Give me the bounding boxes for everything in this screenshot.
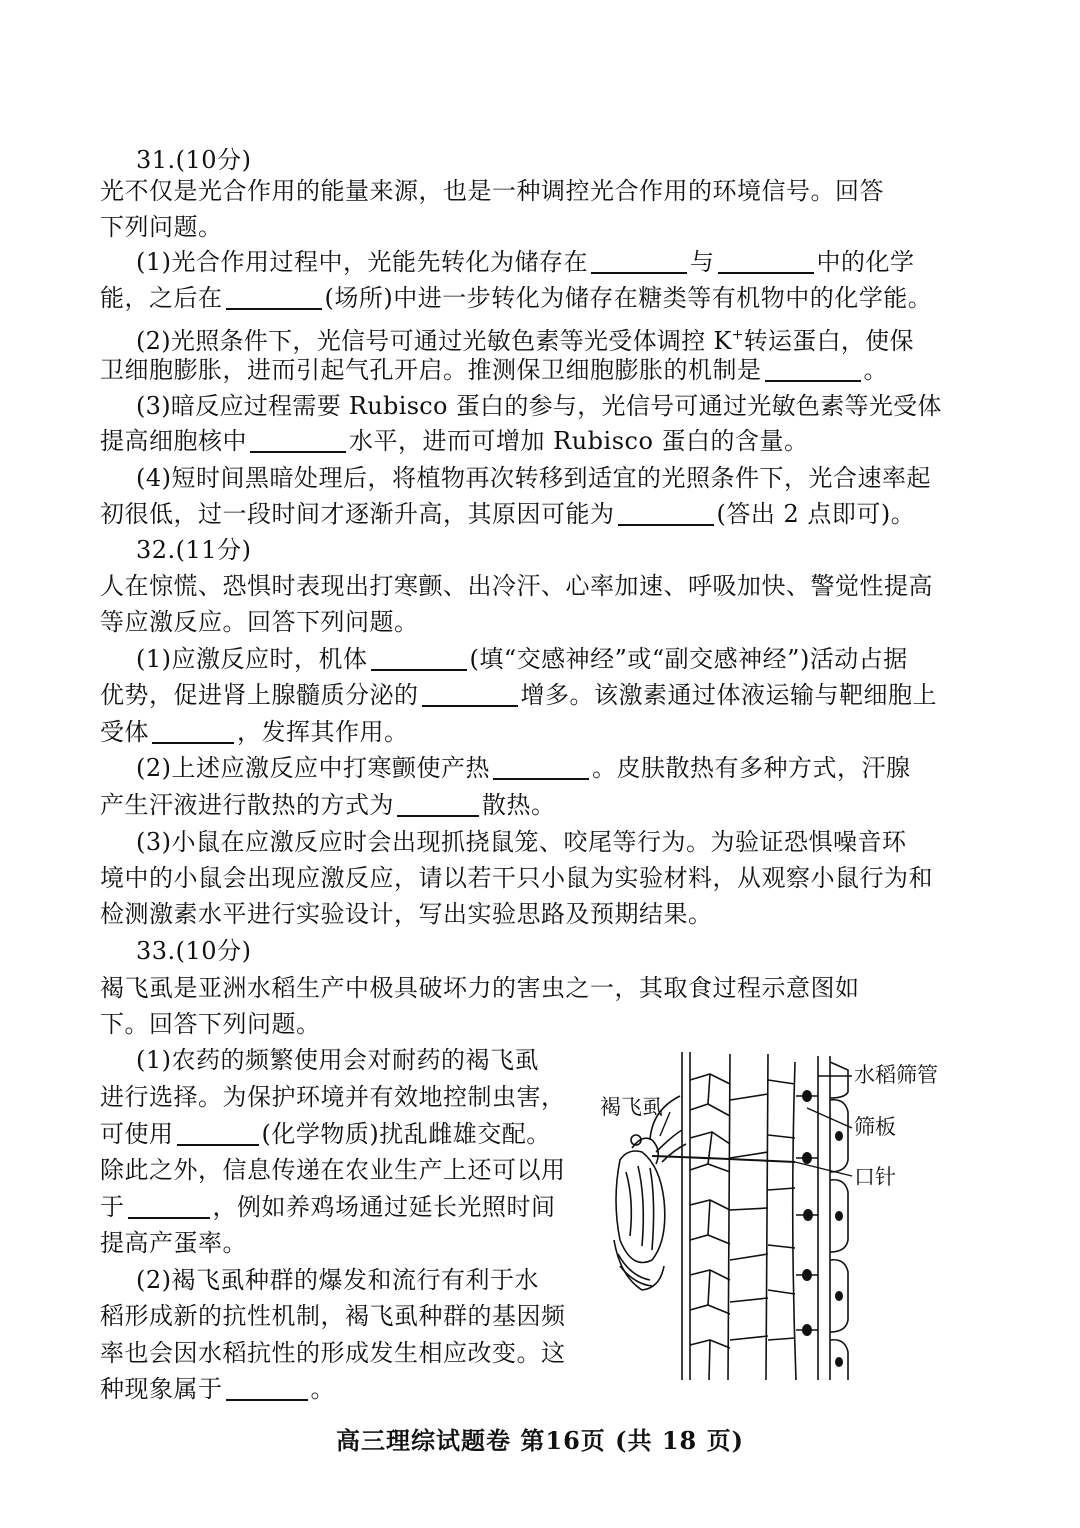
q33-part1-line1: (1)农药的频繁使用会对耐药的褐飞虱 [136, 1046, 539, 1074]
answer-blank [128, 1193, 210, 1219]
answer-blank [177, 1120, 259, 1146]
answer-blank [493, 754, 589, 780]
planthopper-insect [614, 1096, 686, 1290]
q33-part1-line4: 除此之外，信息传递在农业生产上还可以用 [100, 1156, 566, 1184]
answer-blank [422, 681, 518, 707]
q33-part1-line2: 进行选择。为保护环境并有效地控制虫害， [100, 1083, 566, 1111]
page-footer: 高三理综试题卷 第16页 (共 18 页) [336, 1426, 744, 1455]
label-stylet: 口针 [854, 1165, 896, 1189]
q31-part1-line2: 能，之后在 (场所)中进一步转化为储存在糖类等有机物中的化学能。 [100, 284, 933, 312]
answer-blank [250, 427, 346, 453]
q32-intro-line2: 等应激反应。回答下列问题。 [100, 608, 419, 636]
answer-blank [718, 248, 814, 274]
answer-blank [591, 248, 687, 274]
label-sieve-tube: 水稻筛管 [854, 1063, 938, 1087]
stylet-path [652, 1156, 795, 1162]
label-sieve-plate: 筛板 [854, 1115, 896, 1139]
q32-header: 32.(11分) [136, 536, 252, 564]
q32-part3-line3: 检测激素水平进行实验设计，写出实验思路及预期结果。 [100, 900, 713, 928]
sieve-plate-marks [802, 1090, 843, 1367]
q31-intro-line1: 光不仅是光合作用的能量来源，也是一种调控光合作用的环境信号。回答 [100, 177, 884, 205]
q32-part2-line2: 产生汗液进行散热的方式为 散热。 [100, 791, 556, 819]
q32-part1-line2: 优势，促进肾上腺髓质分泌的 增多。该激素通过体液运输与靶细胞上 [100, 681, 937, 709]
answer-blank [397, 791, 479, 817]
q31-part2-line2: 卫细胞膨胀，进而引起气孔开启。推测保卫细胞膨胀的机制是 。 [100, 356, 888, 384]
answer-blank [371, 645, 467, 671]
q31-header: 31.(10分) [136, 146, 252, 174]
q31-part4-line1: (4)短时间黑暗处理后，将植物再次转移到适宜的光照条件下，光合速率起 [136, 464, 931, 492]
q32-part2-line1: (2)上述应激反应中打寒颤使产热 。皮肤散热有多种方式，汗腺 [136, 754, 911, 782]
label-planthopper: 褐飞虱 [600, 1095, 663, 1119]
q31-part1-line1: (1)光合作用过程中，光能先转化为储存在 与 中的化学 [136, 248, 915, 276]
q32-part1-line1: (1)应激反应时，机体 (填“交感神经”或“副交感神经”)活动占据 [136, 645, 908, 673]
q33-part2-line3: 率也会因水稻抗性的形成发生相应改变。这 [100, 1339, 566, 1367]
q33-intro-line2: 下。回答下列问题。 [100, 1010, 321, 1038]
q33-part1-line3: 可使用 (化学物质)扰乱雌雄交配。 [100, 1120, 551, 1148]
q33-part1-line5: 于 ，例如养鸡场通过延长光照时间 [100, 1193, 556, 1221]
q32-part3-line1: (3)小鼠在应激反应时会出现抓挠鼠笼、咬尾等行为。为验证恐惧噪音环 [136, 828, 907, 856]
answer-blank [618, 500, 714, 526]
q33-intro-line1: 褐飞虱是亚洲水稻生产中极具破坏力的害虫之一，其取食过程示意图如 [100, 974, 860, 1002]
q33-part1-line6: 提高产蛋率。 [100, 1229, 247, 1257]
q31-part3-line1: (3)暗反应过程需要 Rubisco 蛋白的参与，光信号可通过光敏色素等光受体 [136, 392, 942, 420]
answer-blank [226, 1375, 308, 1401]
q33-part2-line1: (2)褐飞虱种群的爆发和流行有利于水 [136, 1266, 539, 1294]
q33-header: 33.(10分) [136, 937, 252, 965]
answer-blank [226, 284, 322, 310]
rice-tissue-illustration [682, 1052, 848, 1380]
q32-part1-line3: 受体 ，发挥其作用。 [100, 718, 409, 746]
q31-intro-line2: 下列问题。 [100, 213, 223, 241]
q31-part4-line2: 初很低，过一段时间才逐渐升高，其原因可能为 (答出 2 点即可)。 [100, 500, 916, 528]
planthopper-feeding-diagram [590, 1040, 960, 1385]
q32-intro-line1: 人在惊慌、恐惧时表现出打寒颤、出冷汗、心率加速、呼吸加快、警觉性提高 [100, 572, 933, 600]
q33-part2-line2: 稻形成新的抗性机制，褐飞虱种群的基因频 [100, 1302, 566, 1330]
q31-part3-line2: 提高细胞核中 水平，进而可增加 Rubisco 蛋白的含量。 [100, 427, 809, 455]
q33-part2-line4: 种现象属于 。 [100, 1375, 335, 1403]
q32-part3-line2: 境中的小鼠会出现应激反应，请以若干只小鼠为实验材料，从观察小鼠行为和 [100, 864, 933, 892]
answer-blank [765, 356, 861, 382]
answer-blank [152, 718, 234, 744]
q31-part2-line1: (2)光照条件下，光信号可通过光敏色素等光受体调控 K+转运蛋白，使保 [136, 327, 914, 355]
